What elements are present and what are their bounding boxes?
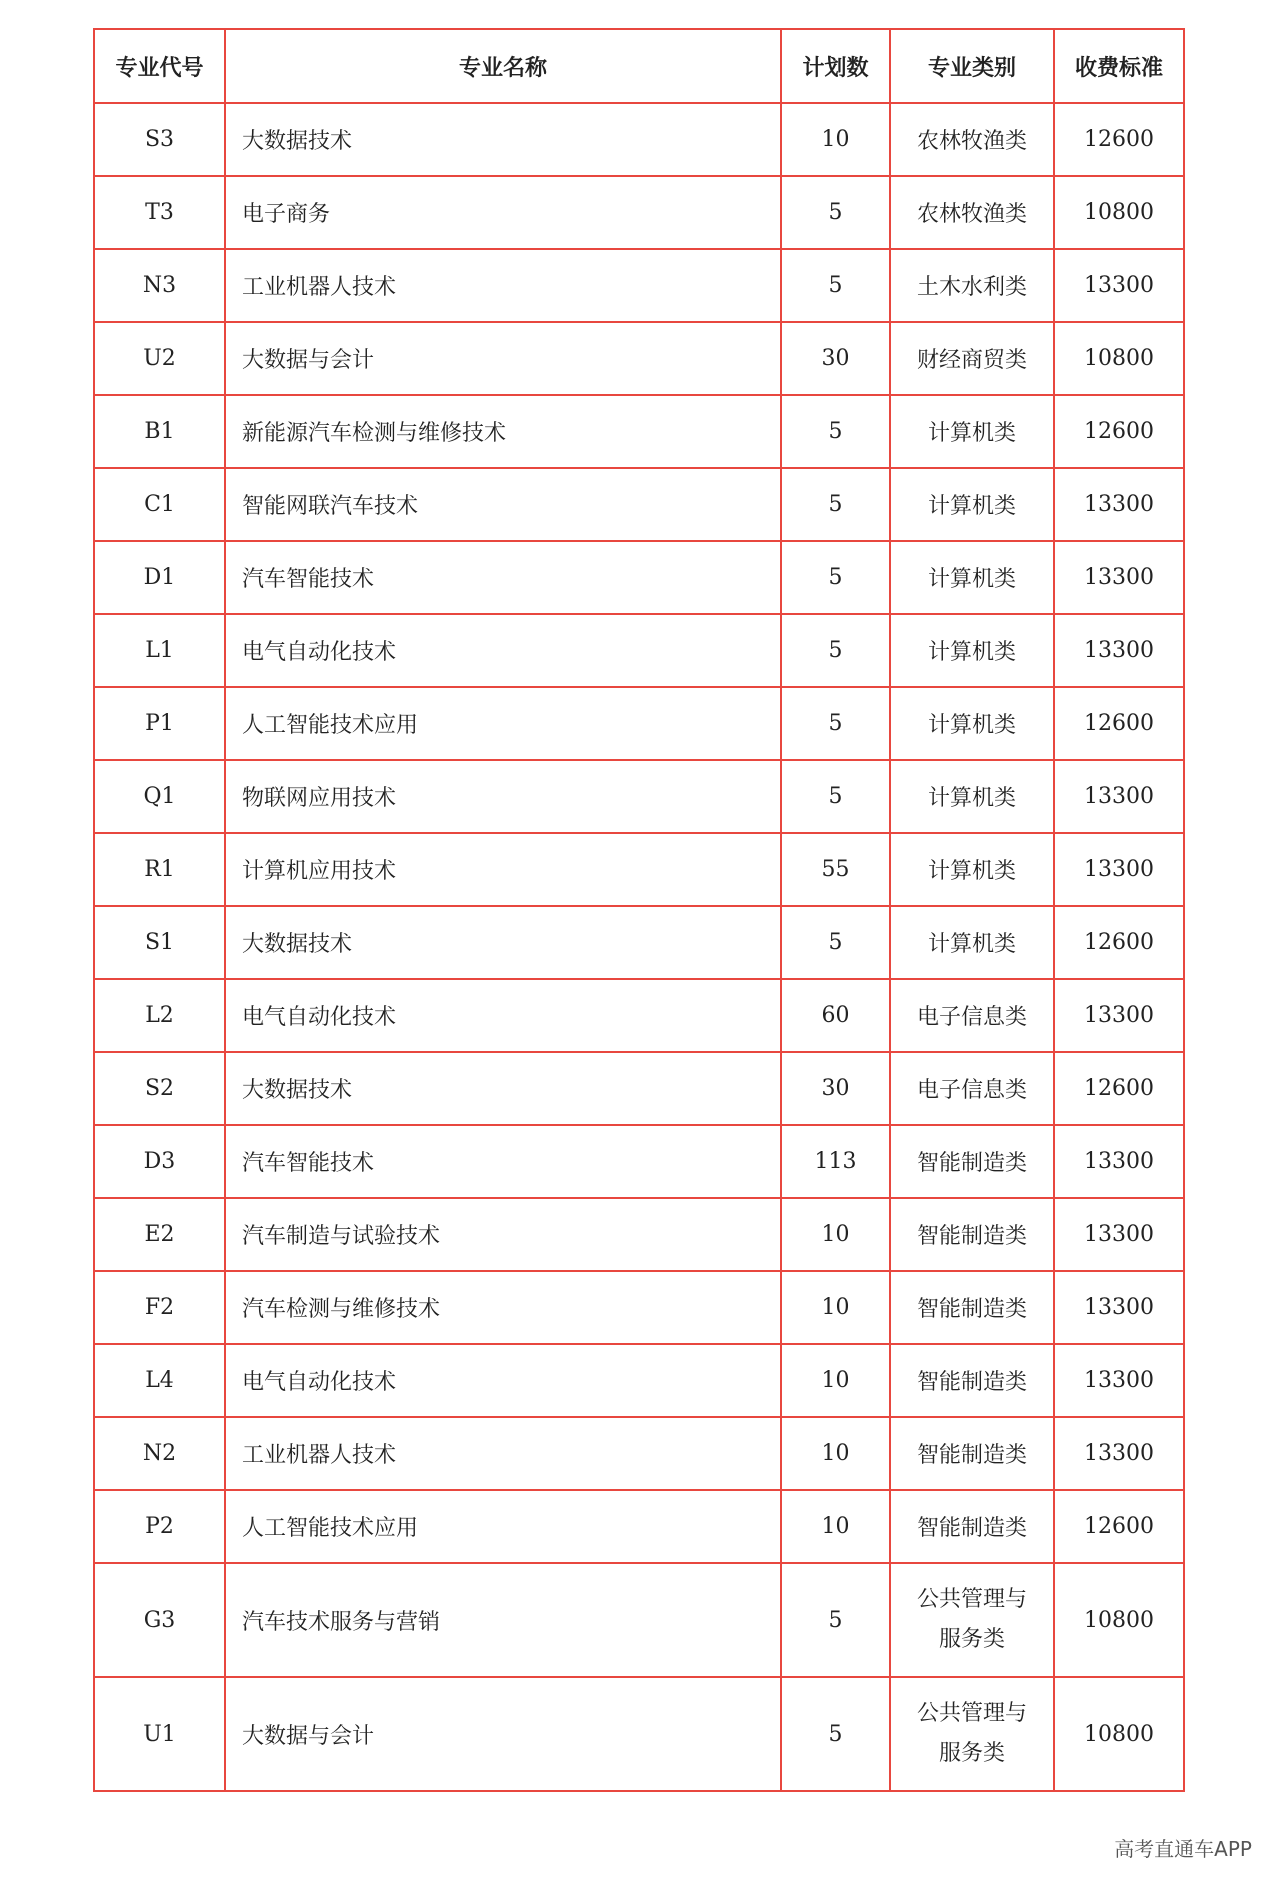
cell-code: S1 bbox=[94, 906, 225, 979]
cell-name: 工业机器人技术 bbox=[225, 249, 781, 322]
table-row bbox=[94, 979, 1184, 1052]
cell-name: 物联网应用技术 bbox=[225, 760, 781, 833]
cell-fee: 12600 bbox=[1054, 103, 1184, 176]
cell-code: Q1 bbox=[94, 760, 225, 833]
cell-category: 计算机类 bbox=[890, 833, 1054, 906]
cell-code: P1 bbox=[94, 687, 225, 760]
cell-category: 智能制造类 bbox=[890, 1417, 1054, 1490]
cell-name: 汽车技术服务与营销 bbox=[225, 1563, 781, 1677]
cell-name: 电气自动化技术 bbox=[225, 1344, 781, 1417]
cell-category: 计算机类 bbox=[890, 906, 1054, 979]
cell-name: 电子商务 bbox=[225, 176, 781, 249]
cell-name: 大数据与会计 bbox=[225, 322, 781, 395]
cell-code: L2 bbox=[94, 979, 225, 1052]
table-row bbox=[94, 322, 1184, 395]
cell-fee: 13300 bbox=[1054, 833, 1184, 906]
table-row bbox=[94, 1344, 1184, 1417]
cell-category: 农林牧渔类 bbox=[890, 103, 1054, 176]
cell-fee: 13300 bbox=[1054, 1125, 1184, 1198]
cell-category: 智能制造类 bbox=[890, 1198, 1054, 1271]
table-row bbox=[94, 614, 1184, 687]
category-line-1: 公共管理与 bbox=[916, 1701, 1027, 1726]
cell-code: F2 bbox=[94, 1271, 225, 1344]
cell-plan: 10 bbox=[781, 103, 890, 176]
table-row bbox=[94, 1052, 1184, 1125]
cell-fee: 13300 bbox=[1054, 1271, 1184, 1344]
cell-plan: 5 bbox=[781, 468, 890, 541]
cell-category: 农林牧渔类 bbox=[890, 176, 1054, 249]
cell-fee: 12600 bbox=[1054, 1490, 1184, 1563]
cell-name: 大数据技术 bbox=[225, 1052, 781, 1125]
cell-code: U1 bbox=[94, 1677, 225, 1791]
cell-name: 汽车智能技术 bbox=[225, 1125, 781, 1198]
header-code: 专业代号 bbox=[94, 29, 225, 103]
cell-name: 智能网联汽车技术 bbox=[225, 468, 781, 541]
cell-category: 计算机类 bbox=[890, 468, 1054, 541]
cell-name: 电气自动化技术 bbox=[225, 614, 781, 687]
cell-plan: 10 bbox=[781, 1490, 890, 1563]
table-row bbox=[94, 1271, 1184, 1344]
table-row bbox=[94, 103, 1184, 176]
cell-category bbox=[890, 1677, 1054, 1791]
cell-name: 汽车检测与维修技术 bbox=[225, 1271, 781, 1344]
cell-category: 计算机类 bbox=[890, 395, 1054, 468]
cell-fee: 13300 bbox=[1054, 614, 1184, 687]
cell-code: N2 bbox=[94, 1417, 225, 1490]
cell-category: 计算机类 bbox=[890, 760, 1054, 833]
cell-name: 大数据与会计 bbox=[225, 1677, 781, 1791]
header-plan: 计划数 bbox=[781, 29, 890, 103]
cell-plan: 5 bbox=[781, 1563, 890, 1677]
cell-name: 电气自动化技术 bbox=[225, 979, 781, 1052]
cell-plan: 10 bbox=[781, 1417, 890, 1490]
cell-code: C1 bbox=[94, 468, 225, 541]
table-header-row bbox=[94, 29, 1184, 103]
cell-code: D3 bbox=[94, 1125, 225, 1198]
cell-category: 财经商贸类 bbox=[890, 322, 1054, 395]
cell-plan: 55 bbox=[781, 833, 890, 906]
cell-name: 新能源汽车检测与维修技术 bbox=[225, 395, 781, 468]
cell-code: N3 bbox=[94, 249, 225, 322]
enrollment-table-container bbox=[93, 28, 1183, 1792]
cell-code: D1 bbox=[94, 541, 225, 614]
cell-category: 智能制造类 bbox=[890, 1271, 1054, 1344]
cell-name: 汽车智能技术 bbox=[225, 541, 781, 614]
table-row bbox=[94, 1677, 1184, 1791]
cell-category: 智能制造类 bbox=[890, 1490, 1054, 1563]
cell-plan: 113 bbox=[781, 1125, 890, 1198]
table-row bbox=[94, 176, 1184, 249]
cell-category: 电子信息类 bbox=[890, 1052, 1054, 1125]
cell-code: E2 bbox=[94, 1198, 225, 1271]
cell-plan: 5 bbox=[781, 760, 890, 833]
cell-category: 计算机类 bbox=[890, 614, 1054, 687]
cell-code: G3 bbox=[94, 1563, 225, 1677]
header-name: 专业名称 bbox=[225, 29, 781, 103]
table-row bbox=[94, 395, 1184, 468]
cell-code: T3 bbox=[94, 176, 225, 249]
category-line-2: 服务类 bbox=[938, 1627, 1005, 1652]
cell-category: 计算机类 bbox=[890, 687, 1054, 760]
table-row bbox=[94, 833, 1184, 906]
enrollment-table bbox=[93, 28, 1185, 1792]
cell-name: 汽车制造与试验技术 bbox=[225, 1198, 781, 1271]
cell-plan: 5 bbox=[781, 249, 890, 322]
cell-plan: 5 bbox=[781, 395, 890, 468]
cell-category: 电子信息类 bbox=[890, 979, 1054, 1052]
header-category: 专业类别 bbox=[890, 29, 1054, 103]
cell-fee: 13300 bbox=[1054, 979, 1184, 1052]
cell-code: L4 bbox=[94, 1344, 225, 1417]
cell-code: R1 bbox=[94, 833, 225, 906]
table-row bbox=[94, 249, 1184, 322]
cell-plan: 10 bbox=[781, 1344, 890, 1417]
cell-fee: 12600 bbox=[1054, 906, 1184, 979]
cell-fee: 13300 bbox=[1054, 249, 1184, 322]
cell-plan: 60 bbox=[781, 979, 890, 1052]
category-line-1: 公共管理与 bbox=[916, 1587, 1027, 1612]
cell-plan: 5 bbox=[781, 541, 890, 614]
cell-fee: 12600 bbox=[1054, 395, 1184, 468]
cell-category: 智能制造类 bbox=[890, 1125, 1054, 1198]
cell-code: L1 bbox=[94, 614, 225, 687]
cell-name: 大数据技术 bbox=[225, 906, 781, 979]
cell-fee: 12600 bbox=[1054, 687, 1184, 760]
cell-fee: 13300 bbox=[1054, 760, 1184, 833]
table-row bbox=[94, 906, 1184, 979]
cell-fee: 12600 bbox=[1054, 1052, 1184, 1125]
cell-fee: 13300 bbox=[1054, 468, 1184, 541]
cell-fee: 10800 bbox=[1054, 176, 1184, 249]
cell-code: U2 bbox=[94, 322, 225, 395]
cell-plan: 10 bbox=[781, 1198, 890, 1271]
table-row bbox=[94, 468, 1184, 541]
cell-name: 计算机应用技术 bbox=[225, 833, 781, 906]
table-row bbox=[94, 1125, 1184, 1198]
cell-plan: 10 bbox=[781, 1271, 890, 1344]
cell-plan: 30 bbox=[781, 1052, 890, 1125]
table-row bbox=[94, 1198, 1184, 1271]
cell-name: 大数据技术 bbox=[225, 103, 781, 176]
cell-category: 计算机类 bbox=[890, 541, 1054, 614]
header-fee: 收费标准 bbox=[1054, 29, 1184, 103]
cell-plan: 5 bbox=[781, 687, 890, 760]
cell-category: 土木水利类 bbox=[890, 249, 1054, 322]
cell-category bbox=[890, 1563, 1054, 1677]
cell-plan: 5 bbox=[781, 176, 890, 249]
table-row bbox=[94, 1563, 1184, 1677]
cell-fee: 13300 bbox=[1054, 1417, 1184, 1490]
cell-fee: 13300 bbox=[1054, 541, 1184, 614]
table-row bbox=[94, 760, 1184, 833]
cell-code: S3 bbox=[94, 103, 225, 176]
cell-category: 智能制造类 bbox=[890, 1344, 1054, 1417]
cell-plan: 5 bbox=[781, 1677, 890, 1791]
cell-plan: 5 bbox=[781, 906, 890, 979]
cell-fee: 10800 bbox=[1054, 322, 1184, 395]
table-row bbox=[94, 1490, 1184, 1563]
cell-code: B1 bbox=[94, 395, 225, 468]
cell-fee: 10800 bbox=[1054, 1677, 1184, 1791]
cell-name: 人工智能技术应用 bbox=[225, 1490, 781, 1563]
cell-fee: 13300 bbox=[1054, 1344, 1184, 1417]
cell-code: P2 bbox=[94, 1490, 225, 1563]
cell-plan: 5 bbox=[781, 614, 890, 687]
watermark-text: 高考直通车APP bbox=[1114, 1837, 1252, 1861]
table-row bbox=[94, 1417, 1184, 1490]
table-row bbox=[94, 541, 1184, 614]
cell-code: S2 bbox=[94, 1052, 225, 1125]
cell-name: 人工智能技术应用 bbox=[225, 687, 781, 760]
cell-fee: 10800 bbox=[1054, 1563, 1184, 1677]
cell-plan: 30 bbox=[781, 322, 890, 395]
category-line-2: 服务类 bbox=[938, 1741, 1005, 1766]
cell-fee: 13300 bbox=[1054, 1198, 1184, 1271]
table-row bbox=[94, 687, 1184, 760]
cell-name: 工业机器人技术 bbox=[225, 1417, 781, 1490]
